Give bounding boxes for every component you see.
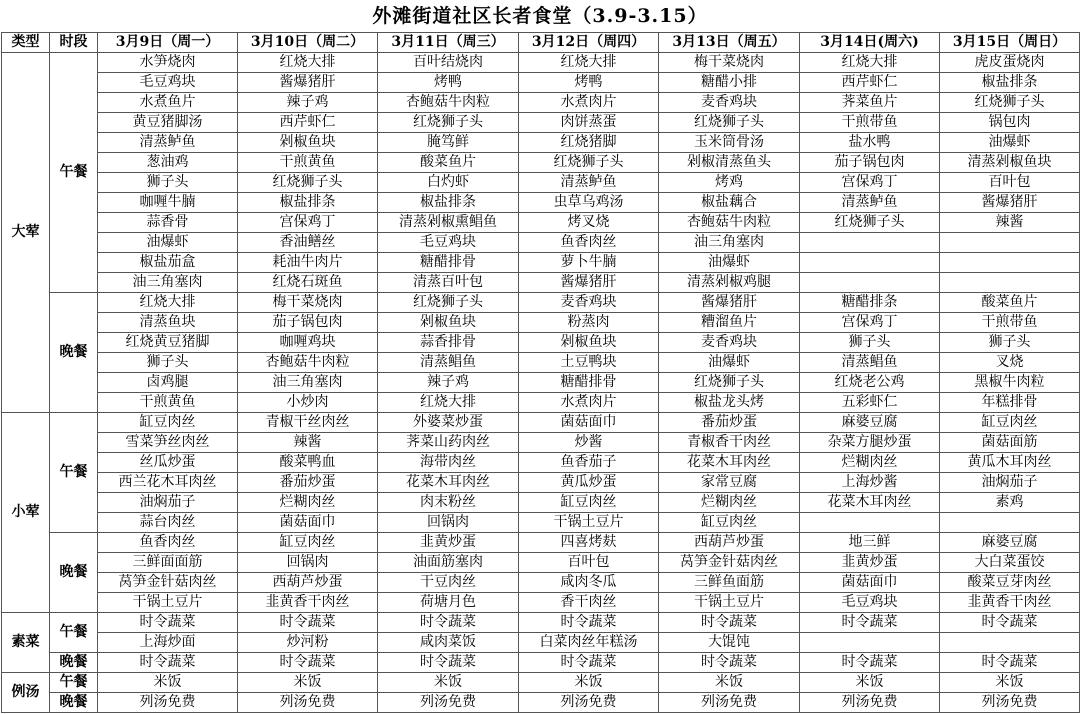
dish-cell: 宫保鸡丁 — [800, 313, 940, 333]
dish-cell: 时令蔬菜 — [659, 653, 800, 673]
dish-cell: 椒盐龙头烤 — [659, 393, 800, 413]
dish-cell: 米饭 — [519, 673, 659, 693]
dish-cell: 时令蔬菜 — [238, 653, 378, 673]
dish-cell: 剁椒鱼块 — [238, 133, 378, 153]
dish-cell: 炒河粉 — [238, 633, 378, 653]
dish-cell: 烤叉烧 — [519, 213, 659, 233]
dish-cell: 米饭 — [800, 673, 940, 693]
dish-cell: 米饭 — [378, 673, 519, 693]
dish-cell: 干锅土豆片 — [519, 513, 659, 533]
dish-cell: 红烧黄豆猪脚 — [98, 333, 238, 353]
dish-cell: 毛豆鸡块 — [378, 233, 519, 253]
menu-table — [1, 32, 1080, 713]
dish-cell: 糖醋排骨 — [519, 373, 659, 393]
meal-period-cell: 午餐 — [50, 413, 98, 533]
dish-cell: 茄子锅包肉 — [238, 313, 378, 333]
dish-cell — [800, 633, 940, 653]
dish-cell: 剁椒鱼块 — [519, 333, 659, 353]
dish-cell: 缸豆肉丝 — [519, 493, 659, 513]
menu-row — [2, 173, 1080, 193]
menu-row — [2, 653, 1080, 673]
dish-cell: 香干肉丝 — [519, 593, 659, 613]
dish-cell: 黑椒牛肉粒 — [940, 373, 1080, 393]
dish-cell: 卤鸡腿 — [98, 373, 238, 393]
dish-cell: 油面筋塞肉 — [378, 553, 519, 573]
dish-cell: 时令蔬菜 — [238, 613, 378, 633]
meal-period-cell: 午餐 — [50, 613, 98, 653]
dish-cell: 红烧大排 — [800, 53, 940, 73]
dish-cell: 列汤免费 — [98, 693, 238, 713]
dish-cell: 韭黄炒蛋 — [378, 533, 519, 553]
dish-cell: 列汤免费 — [378, 693, 519, 713]
dish-cell: 辣酱 — [940, 213, 1080, 233]
dish-cell: 大馄饨 — [659, 633, 800, 653]
dish-cell: 红烧狮子头 — [800, 213, 940, 233]
dish-cell: 红烧狮子头 — [378, 113, 519, 133]
dish-cell: 麻婆豆腐 — [940, 533, 1080, 553]
dish-cell: 列汤免费 — [238, 693, 378, 713]
dish-cell: 大白菜蛋饺 — [940, 553, 1080, 573]
menu-body — [2, 53, 1080, 713]
dish-cell: 百叶包 — [940, 173, 1080, 193]
menu-row — [2, 113, 1080, 133]
dish-cell: 时令蔬菜 — [98, 653, 238, 673]
dish-cell: 椒盐排条 — [940, 73, 1080, 93]
menu-row — [2, 673, 1080, 693]
dish-cell: 米饭 — [940, 673, 1080, 693]
dish-cell: 丝瓜炒蛋 — [98, 453, 238, 473]
dish-cell: 莴笋金针菇肉丝 — [98, 573, 238, 593]
menu-row — [2, 293, 1080, 313]
meal-period-cell: 晚餐 — [50, 693, 98, 713]
dish-cell: 烂糊肉丝 — [659, 493, 800, 513]
dish-cell: 清蒸剁椒熏鲳鱼 — [378, 213, 519, 233]
dish-cell: 水煮肉片 — [519, 93, 659, 113]
menu-row — [2, 53, 1080, 73]
dish-cell: 杏鲍菇牛肉粒 — [238, 353, 378, 373]
dish-cell: 青椒香干肉丝 — [659, 433, 800, 453]
dish-cell: 咖喱牛腩 — [98, 193, 238, 213]
dish-cell: 油爆虾 — [659, 353, 800, 373]
dish-cell: 叉烧 — [940, 353, 1080, 373]
dish-cell — [800, 233, 940, 253]
header-type: 类型 — [2, 33, 50, 53]
dish-cell: 列汤免费 — [659, 693, 800, 713]
dish-cell: 水笋烧肉 — [98, 53, 238, 73]
header-day-6: 3月14日(周六) — [800, 33, 940, 53]
dish-cell: 百叶结烧肉 — [378, 53, 519, 73]
dish-cell: 干煎带鱼 — [940, 313, 1080, 333]
meal-period-cell: 晚餐 — [50, 293, 98, 413]
dish-cell — [940, 633, 1080, 653]
dish-cell: 玉米筒骨汤 — [659, 133, 800, 153]
dish-cell: 西芹虾仁 — [800, 73, 940, 93]
dish-cell — [940, 273, 1080, 293]
dish-cell: 水煮肉片 — [519, 393, 659, 413]
dish-cell: 腌笃鲜 — [378, 133, 519, 153]
dish-cell: 黄豆猪脚汤 — [98, 113, 238, 133]
menu-row — [2, 273, 1080, 293]
dish-cell: 时令蔬菜 — [519, 653, 659, 673]
menu-row — [2, 253, 1080, 273]
dish-cell: 红烧大排 — [238, 53, 378, 73]
dish-cell: 狮子头 — [98, 353, 238, 373]
dish-cell: 清蒸百叶包 — [378, 273, 519, 293]
dish-cell: 红烧狮子头 — [238, 173, 378, 193]
menu-row — [2, 393, 1080, 413]
dish-cell: 缸豆肉丝 — [238, 533, 378, 553]
dish-cell: 五彩虾仁 — [800, 393, 940, 413]
dish-cell: 红烧狮子头 — [940, 93, 1080, 113]
dish-cell: 四喜烤麸 — [519, 533, 659, 553]
dish-cell: 上海炒酱 — [800, 473, 940, 493]
dish-cell: 韭黄香干肉丝 — [940, 593, 1080, 613]
dish-cell: 鱼香肉丝 — [98, 533, 238, 553]
dish-cell: 时令蔬菜 — [800, 653, 940, 673]
header-day-3: 3月11日（周三） — [378, 33, 519, 53]
menu-row — [2, 413, 1080, 433]
category-cell: 小荤 — [2, 413, 50, 613]
dish-cell: 红烧老公鸡 — [800, 373, 940, 393]
dish-cell: 荷塘月色 — [378, 593, 519, 613]
dish-cell: 米饭 — [659, 673, 800, 693]
dish-cell: 时令蔬菜 — [378, 613, 519, 633]
dish-cell: 油爆虾 — [940, 133, 1080, 153]
dish-cell: 蒜台肉丝 — [98, 513, 238, 533]
menu-row — [2, 533, 1080, 553]
dish-cell: 上海炒面 — [98, 633, 238, 653]
dish-cell: 麦香鸡块 — [659, 333, 800, 353]
dish-cell: 烂糊肉丝 — [238, 493, 378, 513]
dish-cell: 酱爆猪肝 — [238, 73, 378, 93]
dish-cell: 三鲜面面筋 — [98, 553, 238, 573]
dish-cell: 咸肉菜饭 — [378, 633, 519, 653]
dish-cell: 油三角塞肉 — [659, 233, 800, 253]
dish-cell — [800, 253, 940, 273]
dish-cell: 清蒸鲈鱼 — [519, 173, 659, 193]
dish-cell: 葱油鸡 — [98, 153, 238, 173]
dish-cell: 宫保鸡丁 — [800, 173, 940, 193]
category-cell: 素菜 — [2, 613, 50, 673]
dish-cell: 白菜肉丝年糕汤 — [519, 633, 659, 653]
dish-cell: 年糕排骨 — [940, 393, 1080, 413]
dish-cell: 烂糊肉丝 — [800, 453, 940, 473]
dish-cell: 酸菜鸭血 — [238, 453, 378, 473]
dish-cell: 油爆虾 — [98, 233, 238, 253]
dish-cell: 辣酱 — [238, 433, 378, 453]
dish-cell: 番茄炒蛋 — [238, 473, 378, 493]
dish-cell: 红烧狮子头 — [659, 373, 800, 393]
dish-cell: 炒酱 — [519, 433, 659, 453]
dish-cell: 缸豆肉丝 — [940, 413, 1080, 433]
meal-period-cell: 晚餐 — [50, 533, 98, 613]
dish-cell: 菌菇面筋 — [940, 433, 1080, 453]
dish-cell: 干豆肉丝 — [378, 573, 519, 593]
dish-cell: 椒盐排条 — [378, 193, 519, 213]
dish-cell: 时令蔬菜 — [940, 653, 1080, 673]
dish-cell: 黄瓜木耳肉丝 — [940, 453, 1080, 473]
dish-cell: 菌菇面巾 — [800, 573, 940, 593]
meal-period-cell: 午餐 — [50, 53, 98, 293]
dish-cell: 米饭 — [98, 673, 238, 693]
header-row — [2, 33, 1080, 53]
dish-cell: 酸菜鱼片 — [940, 293, 1080, 313]
menu-row — [2, 213, 1080, 233]
dish-cell: 油三角塞肉 — [238, 373, 378, 393]
dish-cell: 土豆鸭块 — [519, 353, 659, 373]
dish-cell: 缸豆肉丝 — [659, 513, 800, 533]
dish-cell: 米饭 — [238, 673, 378, 693]
dish-cell: 雪菜笋丝肉丝 — [98, 433, 238, 453]
dish-cell: 虫草乌鸡汤 — [519, 193, 659, 213]
dish-cell: 茄子锅包肉 — [800, 153, 940, 173]
dish-cell — [940, 253, 1080, 273]
dish-cell: 鱼香茄子 — [519, 453, 659, 473]
dish-cell: 菌菇面巾 — [238, 513, 378, 533]
dish-cell: 清蒸剁椒鱼块 — [940, 153, 1080, 173]
dish-cell: 香油鳝丝 — [238, 233, 378, 253]
dish-cell: 椒盐茄盒 — [98, 253, 238, 273]
header-day-1: 3月9日（周一） — [98, 33, 238, 53]
dish-cell: 家常豆腐 — [659, 473, 800, 493]
dish-cell: 素鸡 — [940, 493, 1080, 513]
category-cell: 例汤 — [2, 673, 50, 713]
dish-cell: 宫保鸡丁 — [238, 213, 378, 233]
dish-cell: 狮子头 — [800, 333, 940, 353]
menu-row — [2, 313, 1080, 333]
dish-cell: 锅包肉 — [940, 113, 1080, 133]
dish-cell: 回锅肉 — [378, 513, 519, 533]
dish-cell: 烤鸡 — [659, 173, 800, 193]
menu-row — [2, 553, 1080, 573]
dish-cell: 红烧大排 — [378, 393, 519, 413]
dish-cell: 红烧大排 — [519, 53, 659, 73]
dish-cell: 时令蔬菜 — [940, 613, 1080, 633]
dish-cell: 萝卜牛腩 — [519, 253, 659, 273]
menu-row — [2, 493, 1080, 513]
dish-cell: 椒盐排条 — [238, 193, 378, 213]
dish-cell: 麻婆豆腐 — [800, 413, 940, 433]
dish-cell: 毛豆鸡块 — [800, 593, 940, 613]
dish-cell: 粉蒸肉 — [519, 313, 659, 333]
dish-cell: 肉饼蒸蛋 — [519, 113, 659, 133]
dish-cell: 海带肉丝 — [378, 453, 519, 473]
dish-cell: 糖醋排骨 — [378, 253, 519, 273]
dish-cell: 清蒸鲳鱼 — [378, 353, 519, 373]
dish-cell: 油焖茄子 — [98, 493, 238, 513]
menu-row — [2, 193, 1080, 213]
dish-cell: 蒜香排骨 — [378, 333, 519, 353]
menu-row — [2, 233, 1080, 253]
menu-row — [2, 373, 1080, 393]
menu-row — [2, 353, 1080, 373]
dish-cell: 剁椒鱼块 — [378, 313, 519, 333]
dish-cell: 毛豆鸡块 — [98, 73, 238, 93]
menu-row — [2, 333, 1080, 353]
header-day-4: 3月12日（周四） — [519, 33, 659, 53]
header-period: 时段 — [50, 33, 98, 53]
dish-cell: 外婆菜炒蛋 — [378, 413, 519, 433]
dish-cell: 时令蔬菜 — [519, 613, 659, 633]
dish-cell: 缸豆肉丝 — [98, 413, 238, 433]
dish-cell: 麦香鸡块 — [519, 293, 659, 313]
dish-cell: 鱼香肉丝 — [519, 233, 659, 253]
dish-cell — [800, 513, 940, 533]
dish-cell: 时令蔬菜 — [378, 653, 519, 673]
dish-cell: 清蒸鲈鱼 — [800, 193, 940, 213]
dish-cell: 花菜木耳肉丝 — [378, 473, 519, 493]
dish-cell: 剁椒清蒸鱼头 — [659, 153, 800, 173]
dish-cell: 梅干菜烧肉 — [659, 53, 800, 73]
dish-cell: 肉末粉丝 — [378, 493, 519, 513]
dish-cell: 狮子头 — [940, 333, 1080, 353]
dish-cell: 西兰花木耳肉丝 — [98, 473, 238, 493]
dish-cell: 红烧狮子头 — [519, 153, 659, 173]
dish-cell: 烤鸭 — [378, 73, 519, 93]
dish-cell: 清蒸剁椒鸡腿 — [659, 273, 800, 293]
dish-cell: 油焖茄子 — [940, 473, 1080, 493]
dish-cell: 油爆虾 — [659, 253, 800, 273]
menu-row — [2, 573, 1080, 593]
dish-cell: 时令蔬菜 — [800, 613, 940, 633]
dish-cell: 三鲜鱼面筋 — [659, 573, 800, 593]
dish-cell: 清蒸鱼块 — [98, 313, 238, 333]
dish-cell: 杏鲍菇牛肉粒 — [659, 213, 800, 233]
header-day-2: 3月10日（周二） — [238, 33, 378, 53]
dish-cell: 黄瓜炒蛋 — [519, 473, 659, 493]
dish-cell: 莴笋金针菇肉丝 — [659, 553, 800, 573]
dish-cell: 西芹虾仁 — [238, 113, 378, 133]
meal-period-cell: 午餐 — [50, 673, 98, 693]
dish-cell: 西葫芦炒蛋 — [659, 533, 800, 553]
dish-cell: 麦香鸡块 — [659, 93, 800, 113]
dish-cell: 清蒸鲳鱼 — [800, 353, 940, 373]
dish-cell: 回锅肉 — [238, 553, 378, 573]
dish-cell: 地三鲜 — [800, 533, 940, 553]
dish-cell: 干煎带鱼 — [800, 113, 940, 133]
dish-cell: 花菜木耳肉丝 — [659, 453, 800, 473]
dish-cell: 杂菜方腿炒蛋 — [800, 433, 940, 453]
menu-row — [2, 73, 1080, 93]
dish-cell: 梅干菜烧肉 — [238, 293, 378, 313]
menu-row — [2, 433, 1080, 453]
dish-cell: 红烧大排 — [98, 293, 238, 313]
dish-cell: 椒盐藕合 — [659, 193, 800, 213]
dish-cell: 列汤免费 — [519, 693, 659, 713]
dish-cell: 时令蔬菜 — [98, 613, 238, 633]
dish-cell: 荠菜山药肉丝 — [378, 433, 519, 453]
dish-cell: 蒜香骨 — [98, 213, 238, 233]
dish-cell: 白灼虾 — [378, 173, 519, 193]
dish-cell: 百叶包 — [519, 553, 659, 573]
dish-cell: 酱爆猪肝 — [659, 293, 800, 313]
dish-cell: 虎皮蛋烧肉 — [940, 53, 1080, 73]
dish-cell: 西葫芦炒蛋 — [238, 573, 378, 593]
menu-row — [2, 153, 1080, 173]
dish-cell: 油三角塞肉 — [98, 273, 238, 293]
dish-cell: 菌菇面巾 — [519, 413, 659, 433]
dish-cell: 咸肉冬瓜 — [519, 573, 659, 593]
category-cell: 大荤 — [2, 53, 50, 413]
dish-cell: 辣子鸡 — [238, 93, 378, 113]
menu-row — [2, 133, 1080, 153]
dish-cell — [940, 233, 1080, 253]
dish-cell: 列汤免费 — [800, 693, 940, 713]
menu-row — [2, 473, 1080, 493]
dish-cell: 荠菜鱼片 — [800, 93, 940, 113]
dish-cell: 红烧石斑鱼 — [238, 273, 378, 293]
dish-cell: 狮子头 — [98, 173, 238, 193]
dish-cell: 番茄炒蛋 — [659, 413, 800, 433]
dish-cell: 干煎黄鱼 — [98, 393, 238, 413]
dish-cell: 干锅土豆片 — [98, 593, 238, 613]
header-day-5: 3月13日（周五） — [659, 33, 800, 53]
dish-cell: 糖醋小排 — [659, 73, 800, 93]
meal-period-cell: 晚餐 — [50, 653, 98, 673]
dish-cell: 清蒸鲈鱼 — [98, 133, 238, 153]
dish-cell: 小炒肉 — [238, 393, 378, 413]
dish-cell: 酸菜豆芽肉丝 — [940, 573, 1080, 593]
dish-cell: 红烧狮子头 — [659, 113, 800, 133]
dish-cell — [940, 513, 1080, 533]
dish-cell: 酱爆猪肝 — [519, 273, 659, 293]
menu-title: 外滩街道社区长者食堂（3.9-3.15） — [372, 5, 708, 27]
dish-cell: 糟溜鱼片 — [659, 313, 800, 333]
dish-cell: 辣子鸡 — [378, 373, 519, 393]
menu-row — [2, 693, 1080, 713]
dish-cell: 红烧猪脚 — [519, 133, 659, 153]
dish-cell: 杏鲍菇牛肉粒 — [378, 93, 519, 113]
menu-row — [2, 513, 1080, 533]
dish-cell: 列汤免费 — [940, 693, 1080, 713]
dish-cell: 糖醋排条 — [800, 293, 940, 313]
dish-cell: 花菜木耳肉丝 — [800, 493, 940, 513]
menu-row — [2, 93, 1080, 113]
dish-cell: 时令蔬菜 — [659, 613, 800, 633]
dish-cell: 韭黄炒蛋 — [800, 553, 940, 573]
dish-cell: 水煮鱼片 — [98, 93, 238, 113]
menu-row — [2, 613, 1080, 633]
dish-cell: 青椒干丝肉丝 — [238, 413, 378, 433]
dish-cell — [800, 273, 940, 293]
menu-row — [2, 633, 1080, 653]
menu-row — [2, 453, 1080, 473]
dish-cell: 韭黄香干肉丝 — [238, 593, 378, 613]
dish-cell: 盐水鸭 — [800, 133, 940, 153]
dish-cell: 红烧狮子头 — [378, 293, 519, 313]
dish-cell: 干锅土豆片 — [659, 593, 800, 613]
dish-cell: 干煎黄鱼 — [238, 153, 378, 173]
dish-cell: 酸菜鱼片 — [378, 153, 519, 173]
dish-cell: 酱爆猪肝 — [940, 193, 1080, 213]
dish-cell: 耗油牛肉片 — [238, 253, 378, 273]
dish-cell: 烤鸭 — [519, 73, 659, 93]
header-day-7: 3月15日（周日） — [940, 33, 1080, 53]
dish-cell: 咖喱鸡块 — [238, 333, 378, 353]
menu-row — [2, 593, 1080, 613]
